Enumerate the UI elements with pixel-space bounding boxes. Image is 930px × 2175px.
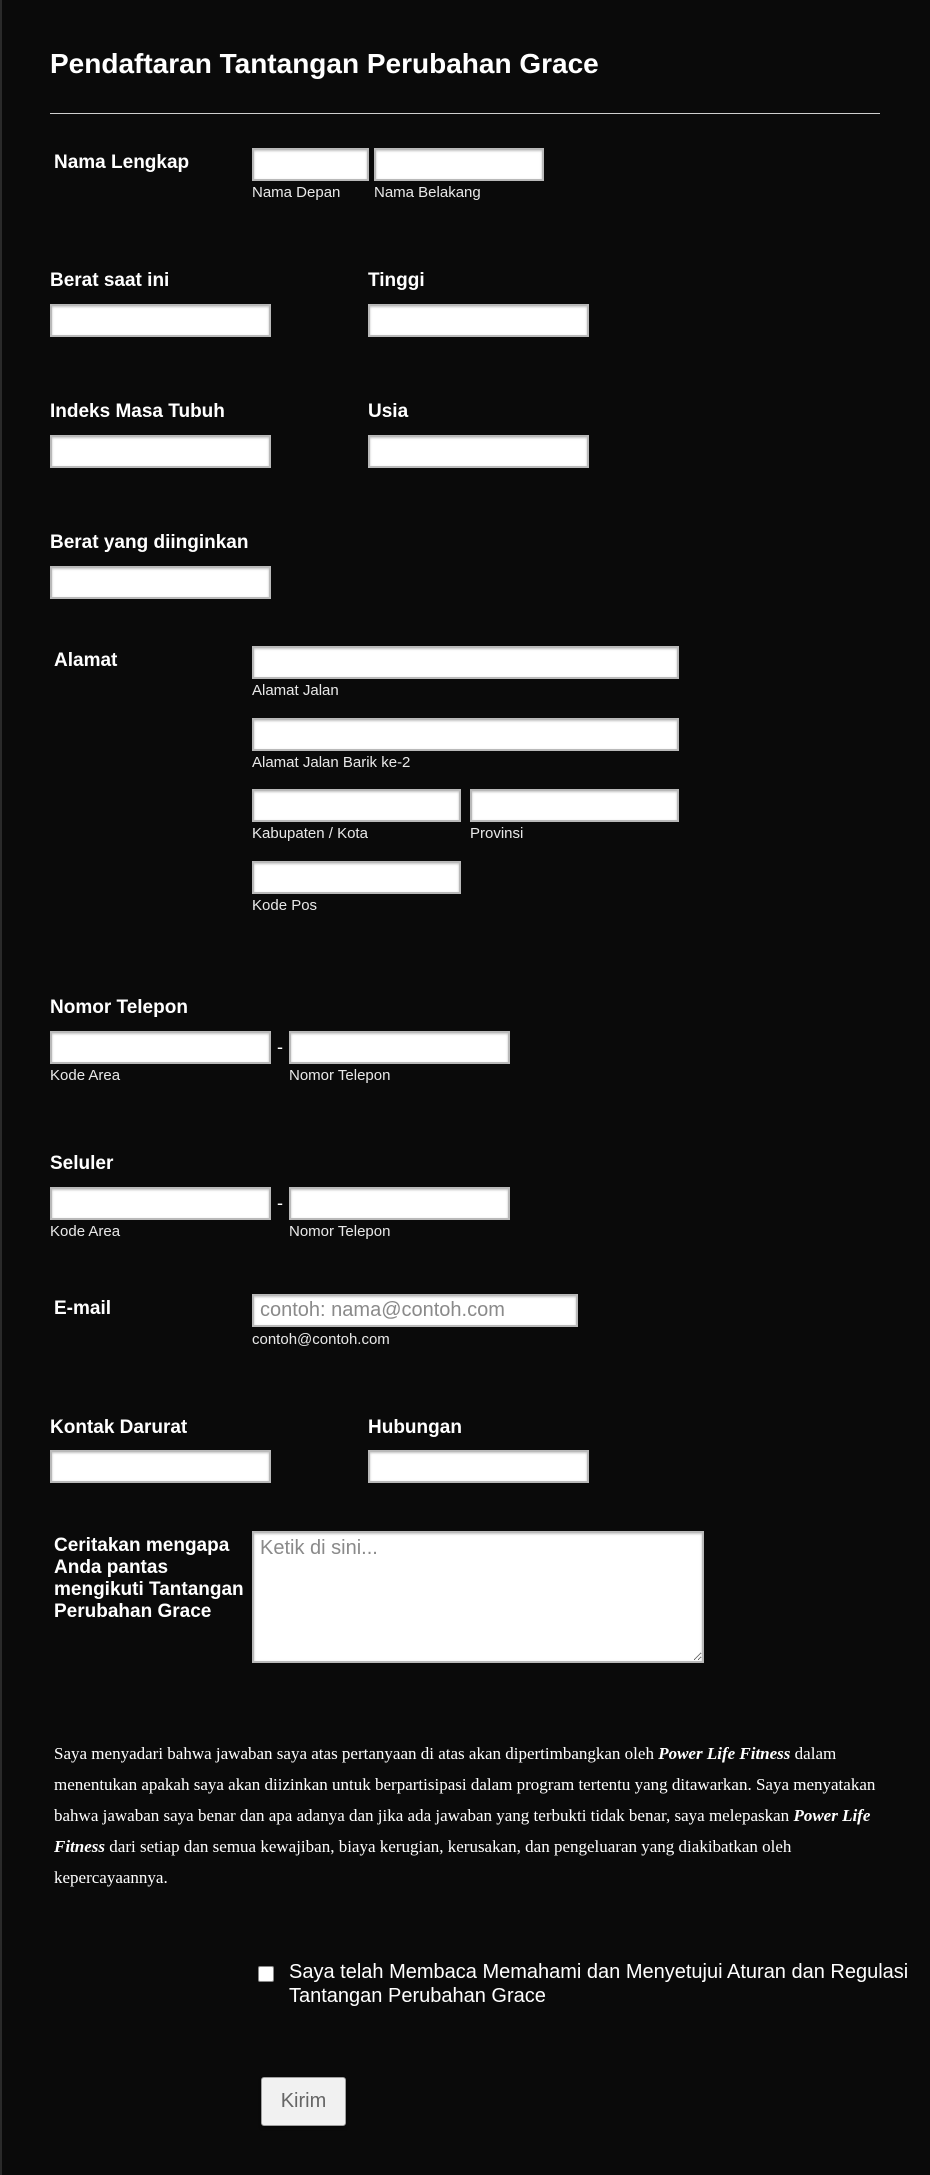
target-weight-input[interactable] [50, 566, 271, 599]
first-name-sublabel: Nama Depan [252, 184, 341, 201]
street2-sublabel: Alamat Jalan Barik ke-2 [252, 754, 411, 771]
form-title: Pendaftaran Tantangan Perubahan Grace [50, 48, 599, 79]
phone-area-sublabel: Kode Area [50, 1067, 121, 1084]
last-name-input[interactable] [374, 148, 544, 181]
page-left-border [0, 0, 2, 2175]
reason-label: Ceritakan mengapa Anda pantas mengikuti Tantangan Perubahan Grace [54, 1535, 244, 1622]
age-input[interactable] [368, 435, 589, 468]
terms-brand1: Power Life Fitness [658, 1744, 791, 1763]
relation-input[interactable] [368, 1450, 589, 1483]
mobile-separator: - [277, 1193, 283, 1213]
phone-number-sublabel: Nomor Telepon [289, 1067, 391, 1084]
terms-brand2: Power Life Fitness [54, 1806, 871, 1856]
mobile-number-input[interactable] [289, 1187, 510, 1220]
email-sublabel: contoh@contoh.com [252, 1331, 390, 1348]
target-weight-label: Berat yang diinginkan [50, 532, 249, 553]
street-sublabel: Alamat Jalan [252, 682, 339, 699]
age-label: Usia [368, 401, 409, 422]
first-name-input[interactable] [252, 148, 369, 181]
agree-label: Saya telah Membaca Memahami dan Menyetujui Aturan dan Regulasi Tantangan Perubahan Grace [289, 1961, 909, 2007]
height-input[interactable] [368, 304, 589, 337]
mobile-number-sublabel: Nomor Telepon [289, 1223, 391, 1240]
province-sublabel: Provinsi [470, 825, 524, 842]
street2-input[interactable] [252, 718, 679, 751]
phone-separator: - [277, 1037, 283, 1057]
city-input[interactable] [252, 789, 461, 822]
weight-label: Berat saat ini [50, 270, 170, 291]
reason-textarea[interactable] [252, 1531, 704, 1663]
terms-part2: dalam menentukan apakah saya akan diizinkan untuk berpartisipasi dalam program tertentu yang ditawarkan. Saya menyatakan bahwa jawaban saya benar dan apa adanya dan jika ada jawaban yang terbukti tidak benar, saya melepaskan [54, 1744, 876, 1825]
phone-label: Nomor Telepon [50, 997, 188, 1018]
email-label: E-mail [54, 1298, 112, 1319]
relation-label: Hubungan [368, 1417, 462, 1438]
phone-number-input[interactable] [289, 1031, 510, 1064]
bmi-input[interactable] [50, 435, 271, 468]
city-sublabel: Kabupaten / Kota [252, 825, 368, 842]
title-divider [50, 113, 880, 114]
full-name-label: Nama Lengkap [54, 152, 190, 173]
submit-button[interactable]: Kirim [261, 2077, 346, 2126]
street-input[interactable] [252, 646, 679, 679]
terms-part3: dari setiap dan semua kewajiban, biaya kerugian, kerusakan, dan pengeluaran yang diakibatkan oleh kepercayaannya. [54, 1837, 792, 1887]
emergency-contact-label: Kontak Darurat [50, 1417, 188, 1438]
phone-area-input[interactable] [50, 1031, 271, 1064]
mobile-area-input[interactable] [50, 1187, 271, 1220]
mobile-label: Seluler [50, 1153, 114, 1174]
height-label: Tinggi [368, 270, 425, 291]
province-input[interactable] [470, 789, 679, 822]
weight-input[interactable] [50, 304, 271, 337]
agree-checkbox[interactable] [258, 1966, 274, 1982]
last-name-sublabel: Nama Belakang [374, 184, 481, 201]
emergency-contact-input[interactable] [50, 1450, 271, 1483]
bmi-label: Indeks Masa Tubuh [50, 401, 225, 422]
terms-part1: Saya menyadari bahwa jawaban saya atas pertanyaan di atas akan dipertimbangkan oleh [54, 1744, 659, 1763]
zip-sublabel: Kode Pos [252, 897, 318, 914]
address-label: Alamat [54, 650, 118, 671]
mobile-area-sublabel: Kode Area [50, 1223, 121, 1240]
email-input[interactable] [252, 1294, 578, 1327]
terms-text [54, 1738, 884, 1893]
zip-input[interactable] [252, 861, 461, 894]
